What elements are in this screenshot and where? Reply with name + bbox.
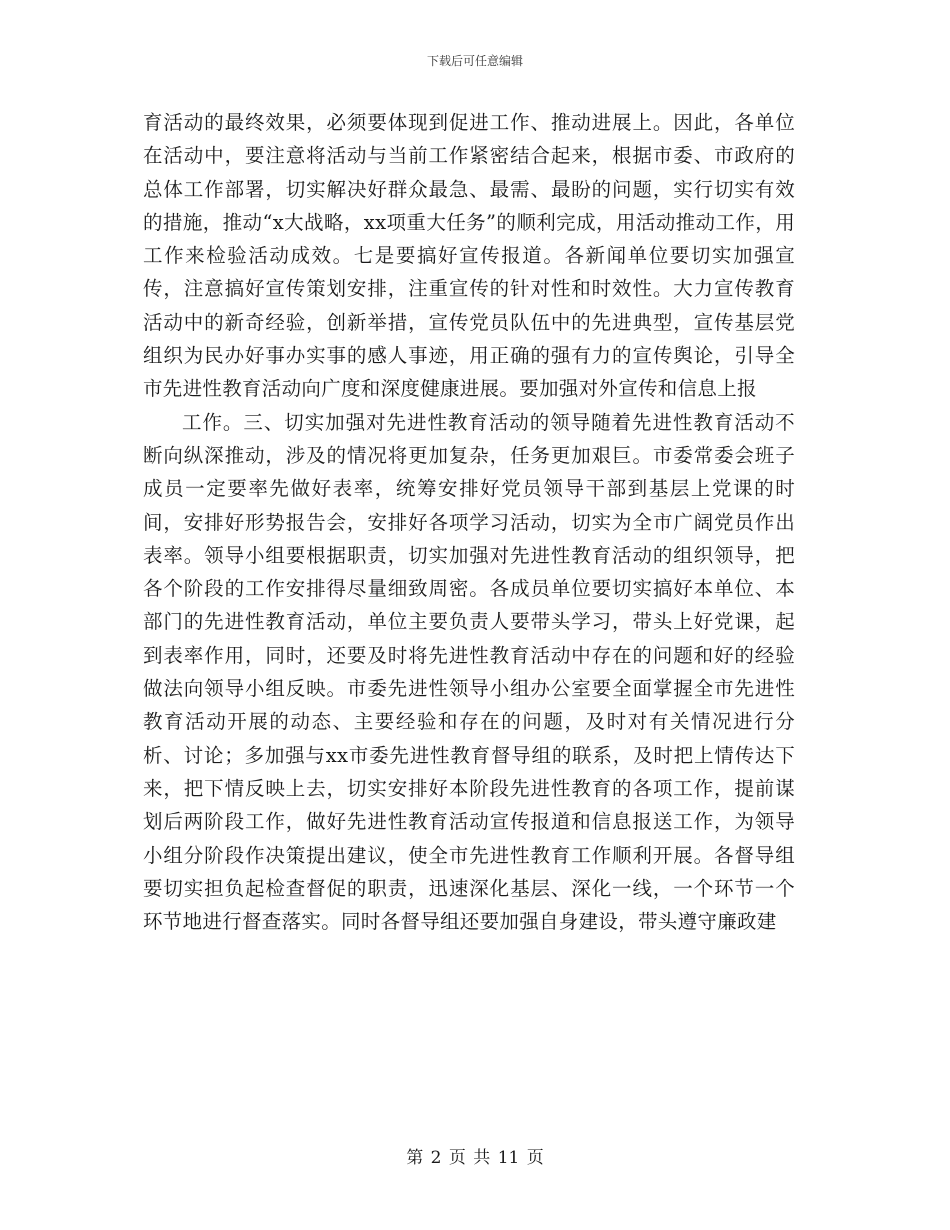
body-paragraph-2: 工作。三、切实加强对先进性教育活动的领导随着先进性教育活动不断向纵深推动，涉及的情况将更加复杂，任务更加艰巨。市委常委会班子成员一定要率先做好表率，统筹安排好党员领导干部到基层上党课的时间，安排好形势报告会，安排好各项学习活动，切实为全市广阔党员作出表率。领导小组要根据职责，切实加强对先进性教育活动的组织领导，把各个阶段的工作安排得尽量细致周密。各成员单位要切实搞好本单位、本部门的先进性教育活动，单位主要负责人要带头学习，带头上好党课，起到表率作用，同时，还要及时将先进性教育活动中存在的问题和好的经验做法向领导小组反映。市委先进性领导小组办公室要全面掌握全市先进性教育活动开展的动态、主要经验和存在的问题，及时对有关情况进行分析、讨论；多加强与xx市委先进性教育督导组的联系，及时把上情传达下来，把下情反映上去，切实安排好本阶段先进性教育的各项工作，提前谋划后两阶段工作，做好先进性教育活动宣传报道和信息报送工作，为领导小组分阶段作决策提出建议，使全市先进性教育工作顺利开展。各督导组要切实担负起检查督促的职责，迅速深化基层、深化一线，一个环节一个环节地进行督查落实。同时各督导组还要加强自身建设，带头遵守廉政建 <box>143 410 795 934</box>
document-body <box>143 106 795 938</box>
page-header: 下载后可任意编辑 <box>426 54 523 68</box>
page-number-footer: 第 2 页 共 11 页 <box>406 1148 544 1168</box>
body-paragraph-1: 育活动的最终效果，必须要体现到促进工作、推动进展上。因此，各单位在活动中，要注意将活动与当前工作紧密结合起来，根据市委、市政府的总体工作部署，切实解决好群众最急、最需、最盼的问题，实行切实有效的措施，推动“x大战略，xx项重大任务”的顺利完成，用活动推动工作，用工作来检验活动成效。七是要搞好宣传报道。各新闻单位要切实加强宣传，注意搞好宣传策划安排，注重宣传的针对性和时效性。大力宣传教育活动中的新奇经验，创新举措，宣传党员队伍中的先进典型，宣传基层党组织为民办好事办实事的感人事迹，用正确的强有力的宣传舆论，引导全市先进性教育活动向广度和深度健康进展。要加强对外宣传和信息上报 <box>143 111 795 401</box>
